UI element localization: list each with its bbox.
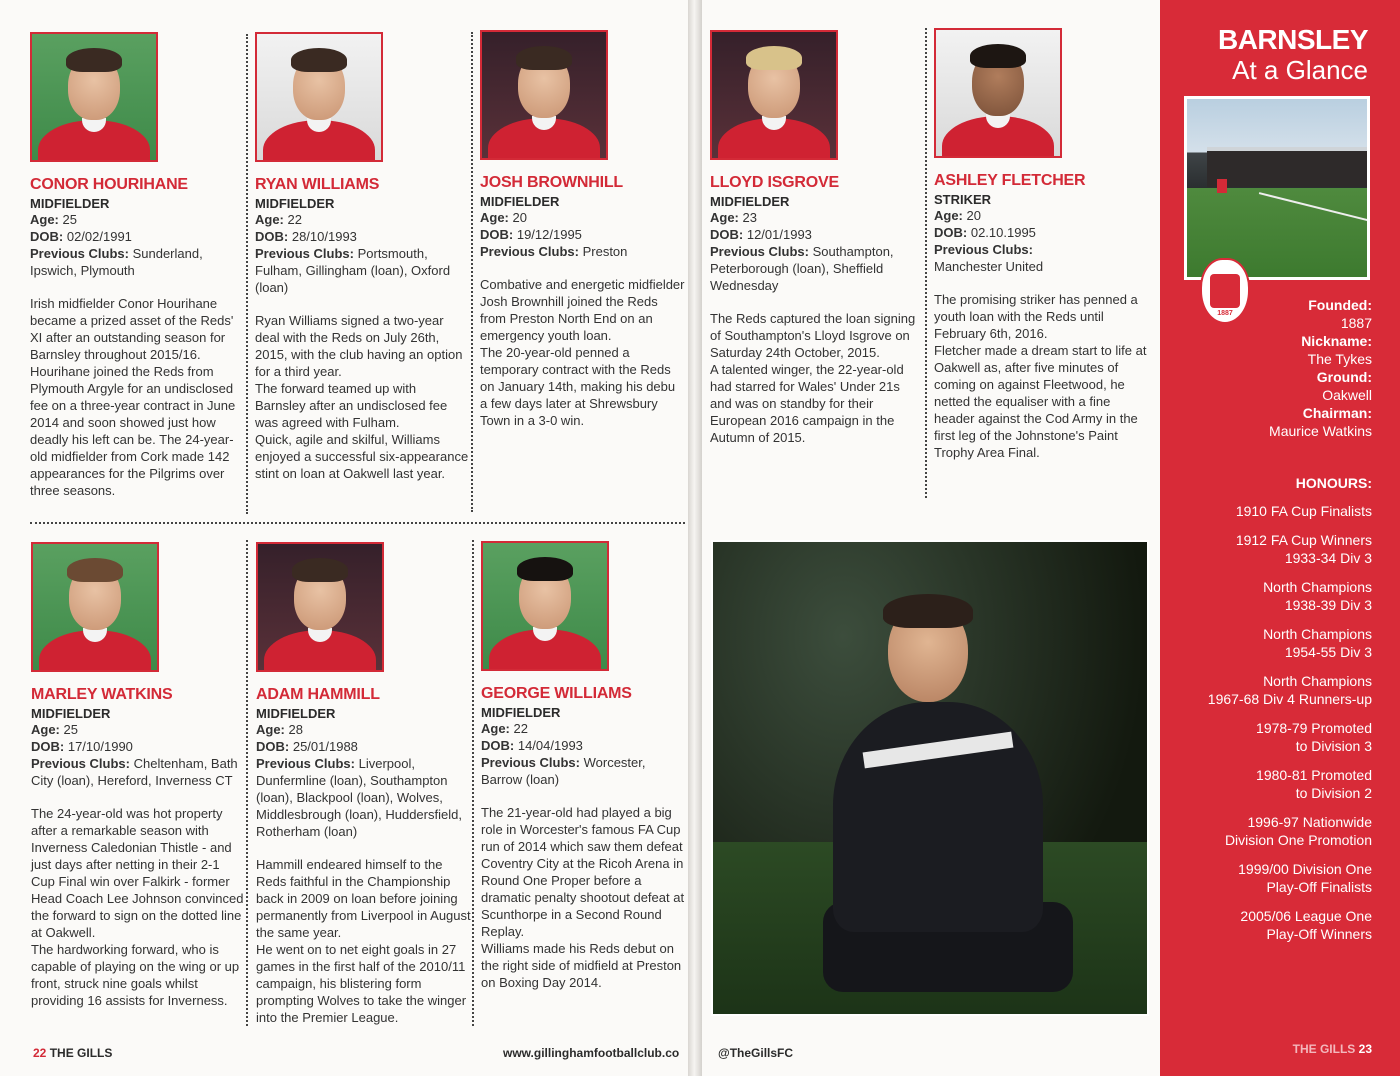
player-clubs: Previous Clubs: Portsmouth, Fulham, Gillingham (loan), Oxford (loan) <box>255 246 451 295</box>
player-age: Age: 22 <box>481 721 528 736</box>
column-divider <box>472 540 474 1026</box>
player-clubs: Previous Clubs: Cheltenham, Bath City (loan), Hereford, Inverness CT <box>31 756 238 788</box>
player-position: STRIKER <box>934 192 992 207</box>
footer-label: THE GILLS <box>49 1046 113 1060</box>
honour-item: 2005/06 League One Play-Off Winners <box>1240 908 1372 942</box>
honour-item: North Champions 1938-39 Div 3 <box>1263 579 1372 613</box>
honour-item: North Champions 1967-68 Div 4 Runners-up <box>1207 673 1372 707</box>
column-divider <box>246 540 248 1026</box>
column-divider <box>471 32 473 512</box>
player-photo <box>31 542 159 672</box>
player-position: MIDFIELDER <box>31 706 111 721</box>
honour-item: 1912 FA Cup Winners 1933-34 Div 3 <box>1235 532 1372 566</box>
player-bio: The 21-year-old had played a big role in Worcester's famous FA Cup run of 2014 which saw them defeat Coventry City at the Ricoh Arena in Round One Proper before a dramatic penalty shootout defeat at Scunthorpe in a Second Round Replay. Williams made his Reds debut on the right side of midfield at Preston on Boxing Day 2014. <box>481 805 685 990</box>
player-card-george-williams <box>481 541 686 991</box>
player-name: ADAM HAMMILL <box>256 686 380 703</box>
player-position: MIDFIELDER <box>480 194 560 209</box>
player-bio: Ryan Williams signed a two-year deal with the Reds on July 26th, 2015, with the club having an option for a third year. The forward teamed up with Barnsley after an undisclosed fee was agreed with Fulham. Quick, agile and skilful, Williams enjoyed a successful six-appearance stint on loan at Oakwell last year. <box>255 313 469 481</box>
player-name: GEORGE WILLIAMS <box>481 685 632 702</box>
fact-value: 1887 <box>1340 315 1372 331</box>
stadium-photo <box>1184 96 1370 280</box>
honour-item: 1999/00 Division One Play-Off Finalists <box>1238 861 1372 895</box>
fact-label: Nickname: <box>1301 333 1372 349</box>
player-position: MIDFIELDER <box>255 196 335 211</box>
player-name: CONOR HOURIHANE <box>30 176 188 193</box>
page-number: 22 <box>33 1046 47 1060</box>
player-photo <box>256 542 384 672</box>
honours-list <box>1160 474 1372 954</box>
player-bio: Combative and energetic midfielder Josh Brownhill joined the Reds from Preston North End on an emergency youth loan. The 20-year-old penned a temporary contract with the Reds on January 14th, making his debu a few days later at Shrewsbury Town in a 3-0 win. <box>480 277 685 428</box>
page-number: 23 <box>1358 1042 1372 1056</box>
club-facts <box>1160 296 1372 440</box>
row-divider <box>30 522 685 524</box>
fact-label: Founded: <box>1308 297 1372 313</box>
player-card-fletcher <box>934 28 1149 461</box>
player-photo <box>30 32 158 162</box>
column-divider <box>246 34 248 514</box>
player-dob: DOB: 19/12/1995 <box>480 227 582 242</box>
player-photo <box>481 541 609 671</box>
player-age: Age: 23 <box>710 210 757 225</box>
player-photo <box>710 30 838 160</box>
player-card-ryan-williams <box>255 32 470 482</box>
player-position: MIDFIELDER <box>710 194 790 209</box>
player-age: Age: 28 <box>256 722 303 737</box>
player-clubs: Previous Clubs: Liverpool, Dunfermline (loan), Southampton (loan), Blackpool (loan), Wolves, Middlesbrough (loan), Huddersfield, Rotherham (loan) <box>256 756 462 839</box>
player-age: Age: 25 <box>30 212 77 227</box>
player-clubs: Previous Clubs: Southampton, Peterborough (loan), Sheffield Wednesday <box>710 244 894 293</box>
player-name: LLOYD ISGROVE <box>710 174 839 191</box>
player-age: Age: 20 <box>480 210 527 225</box>
player-bio: The Reds captured the loan signing of Southampton's Lloyd Isgrove on Saturday 24th October, 2015. A talented winger, the 22-year-old had starred for Wales' Under 21s and was on standby for their European 2016 campaign in the Autumn of 2015. <box>710 311 916 445</box>
footer-handle[interactable]: @TheGillsFC <box>718 1046 794 1060</box>
player-position: MIDFIELDER <box>481 705 561 720</box>
player-dob: DOB: 17/10/1990 <box>31 739 133 754</box>
player-card-hourihane <box>30 32 245 499</box>
player-bio: The 24-year-old was hot property after a remarkable season with Inverness Caledonian Thistle - and just days after netting in their 2-1 Cup Final win over Falkirk - former Head Coach Lee Johnson convinced the forward to sign on the dotted line at Oakwell. The hardworking forward, who is capable of playing on the wing or up front, struck nine goals whilst providing 16 assists for Inverness. <box>31 806 244 1008</box>
fact-label: Ground: <box>1316 369 1372 385</box>
player-bio: The promising striker has penned a youth loan with the Reds until February 6th, 2016. Fletcher made a dream start to life at Oakwell as, after five minutes of coming on against Fleetwood, he netted the equaliser with a fine header against the Cod Army in the first leg of the Johnstone's Paint Trophy Area Final. <box>934 292 1147 460</box>
celebration-photo <box>711 540 1149 1016</box>
player-card-isgrove <box>710 30 925 446</box>
player-dob: DOB: 25/01/1988 <box>256 739 358 754</box>
player-dob: DOB: 14/04/1993 <box>481 738 583 753</box>
player-name: ASHLEY FLETCHER <box>934 172 1086 189</box>
column-divider <box>925 28 927 498</box>
fact-label: Chairman: <box>1302 405 1372 421</box>
honour-item: 1978-79 Promoted to Division 3 <box>1256 720 1372 754</box>
footer-left <box>33 1046 112 1060</box>
player-age: Age: 22 <box>255 212 302 227</box>
player-photo <box>934 28 1062 158</box>
player-bio: Irish midfielder Conor Hourihane became a prized asset of the Reds' XI after an outstanding season for Barnsley throughout 2015/16. Hourihane joined the Reds from Plymouth Argyle for an undisclosed fee on a three-year contract in June 2014 and soon showed just how deadly his left can be. The 24-year-old midfielder from Cork made 142 appearances for the Pilgrims over three seasons. <box>30 296 236 498</box>
player-photo <box>480 30 608 160</box>
player-clubs: Previous Clubs: Preston <box>480 244 628 259</box>
player-name: MARLEY WATKINS <box>31 686 173 703</box>
player-name: RYAN WILLIAMS <box>255 176 380 193</box>
footer-url[interactable]: www.gillinghamfootballclub.co <box>503 1046 680 1060</box>
page-gutter <box>688 0 702 1076</box>
honour-item: 1996-97 Nationwide Division One Promotion <box>1224 814 1372 848</box>
fact-value: Maurice Watkins <box>1269 423 1372 439</box>
fact-value: The Tykes <box>1307 351 1372 367</box>
player-dob: DOB: 28/10/1993 <box>255 229 357 244</box>
honour-item: 1910 FA Cup Finalists <box>1235 503 1372 519</box>
honour-item: 1980-81 Promoted to Division 2 <box>1256 767 1372 801</box>
player-dob: DOB: 02.10.1995 <box>934 225 1036 240</box>
honours-title: HONOURS: <box>1295 475 1372 491</box>
player-clubs: Previous Clubs: Worcester, Barrow (loan) <box>481 755 646 787</box>
at-a-glance-sidebar <box>1160 0 1400 1076</box>
player-position: MIDFIELDER <box>256 706 336 721</box>
player-name: JOSH BROWNHILL <box>480 174 623 191</box>
player-dob: DOB: 12/01/1993 <box>710 227 812 242</box>
sidebar-subtitle: At a Glance <box>1232 55 1368 85</box>
player-clubs: Previous Clubs: Sunderland, Ipswich, Plymouth <box>30 246 203 278</box>
player-age: Age: 20 <box>934 208 981 223</box>
footer-right <box>1160 1042 1372 1056</box>
player-dob: DOB: 02/02/1991 <box>30 229 132 244</box>
player-age: Age: 25 <box>31 722 78 737</box>
club-crest-icon: 1887 <box>1200 258 1250 324</box>
player-photo <box>255 32 383 162</box>
player-card-hammill <box>256 542 471 1026</box>
player-position: MIDFIELDER <box>30 196 110 211</box>
player-bio: Hammill endeared himself to the Reds faithful in the Championship back in 2009 on loan before joining permanently from Liverpool in August the same year. He went on to net eight goals in 27 games in the first half of the 2010/11 campaign, his blistering form prompting Wolves to take the winger into the Premier League. <box>256 857 471 1025</box>
player-card-watkins <box>31 542 246 1009</box>
player-card-brownhill <box>480 30 685 429</box>
footer-label: THE GILLS <box>1292 1042 1356 1056</box>
sidebar-title: BARNSLEY <box>1217 24 1368 55</box>
honour-item: North Champions 1954-55 Div 3 <box>1263 626 1372 660</box>
player-clubs: Previous Clubs: Manchester United <box>934 242 1044 274</box>
fact-value: Oakwell <box>1322 387 1372 403</box>
